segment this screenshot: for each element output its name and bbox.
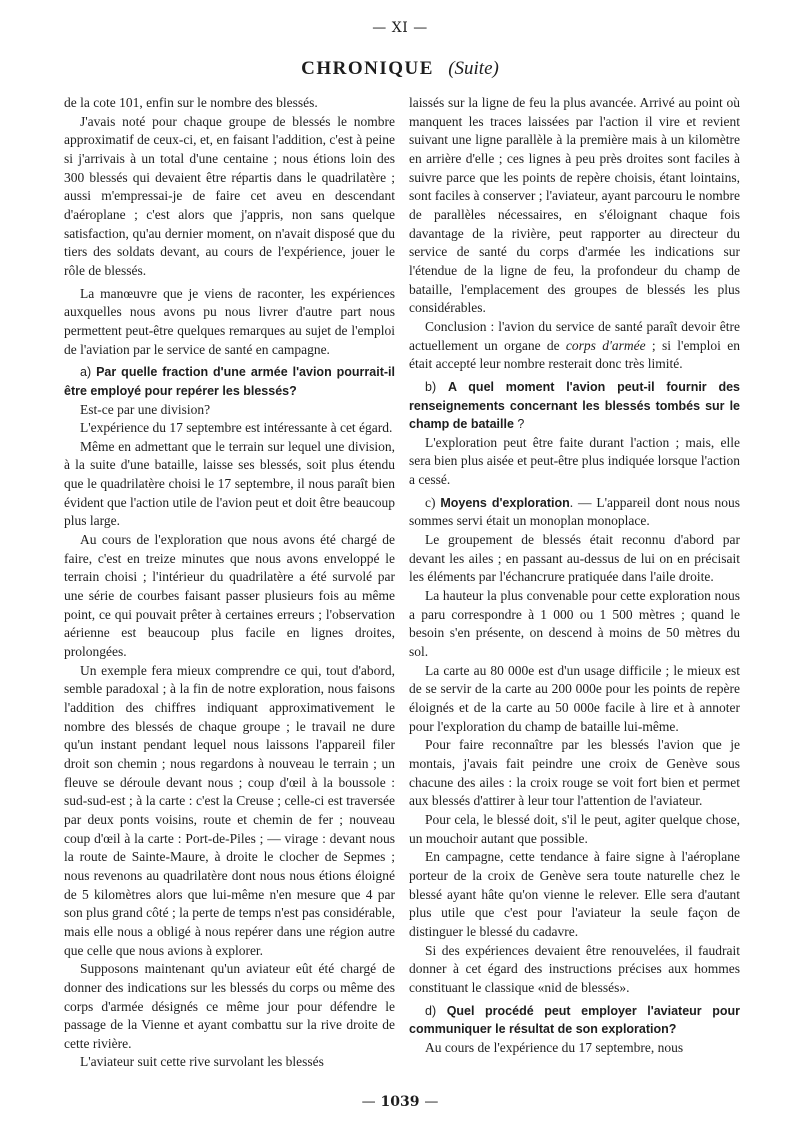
paragraph: Au cours de l'expérience du 17 septembre, nous xyxy=(425,1039,684,1055)
paragraph: En campagne, cette tendance à faire signe à l'aéroplane porteur de la croix de Genève sera toute naturelle chez le blessé ayant hâte qu'on vienne le relever. Elle sera d'autant plus utile que c'est pour l'aviateur la seule façon de distinguer le blessé du cadavre. xyxy=(409,849,740,939)
paragraph: La manœuvre que je viens de raconter, les expériences auxquelles nous avons pu nous livrer d'autre part nous permettent peut-être quelques remarques au sujet de l'emploi de l'aviation par le service de santé en campagne. xyxy=(64,285,395,357)
paragraph: Supposons maintenant qu'un aviateur eût été chargé de donner des indications sur les blessés du corps ou même des corps d'armée désignés ce même jour pour défendre le passage de la Vienne et ayant combattu sur la rive droite de cette rivière. xyxy=(64,961,395,1051)
section-heading-a xyxy=(64,363,395,400)
section-heading-text: Par quelle fraction d'une armée l'avion pourrait-il être employé pour repérer les blessés? xyxy=(64,365,395,398)
paragraph: J'avais noté pour chaque groupe de blessés le nombre approximatif de ceux-ci, et, en faisant l'addition, c'est à peine si j'arrivais à un total d'une centaine ; nous étions loin des 300 blessés qui devaient être répartis dans le quadrilatère ; aussi m'empressai-je de faire cet aveu en descendant d'aéroplane ; c'est alors que j'appris, non sans quelque satisfaction, qu'au dernier moment, on n'avait disposé que du tiers des soldats devant, au cours de l'expérience, jouer le rôle de blessés. xyxy=(64,113,395,278)
section-label: c) xyxy=(425,494,436,510)
section-label: a) xyxy=(80,365,92,380)
paragraph: Est-ce par une division? xyxy=(80,401,211,417)
emphasis: corps d'armée xyxy=(565,337,646,353)
paragraph: L'expérience du 17 septembre est intéressante à cet égard. xyxy=(80,420,393,436)
page-roman-numeral: — XI — xyxy=(372,20,428,36)
paragraph: La hauteur la plus convenable pour cette exploration nous a paru correspondre à 1 000 ou 1 500 mètres ; quand le besoin s'en présente, on descend à moins de 50 mètres du sol. xyxy=(409,588,740,660)
paragraph: Au cours de l'exploration que nous avons été chargé de faire, c'est en treize minutes que nous avons enveloppé le terrain choisi ; l'intérieur du quadrilatère a été survolé par une série de courbes faisant passer plusieurs fois au même point, ce qui pouvait prêter à certaines erreurs ; l'observation aérienne est beaucoup plus facile en lignes droites, prolongées. xyxy=(64,532,395,660)
paragraph: Même en admettant que le terrain sur lequel une division, à la suite d'une bataille, laisse ses blessés, soit plus étendu que le quadrilatère choisi le 17 septembre, il nous paraît bien évident que l'action utile de l'avion peut et doit être beaucoup plus large. xyxy=(64,438,395,529)
paragraph: Si des expériences devaient être renouvelées, il faudrait donner à cet égard des instructions précises aux hommes constituant le classique «nid de blessés». xyxy=(409,942,740,995)
paragraph: L'exploration peut être faite durant l'action ; mais, elle sera bien plus aisée et peut-être plus indiquée lorsque l'action a cessé. xyxy=(409,434,740,488)
paragraph: Pour cela, le blessé doit, s'il le peut, agiter quelque chose, un mouchoir autant que possible. xyxy=(409,811,740,846)
section-heading-text: A quel moment l'avion peut-il fournir des renseignements concernant les blessés tombés sur le champ de bataille xyxy=(409,379,740,432)
paragraph: Pour faire reconnaître par les blessés l'avion que je montais, j'avais fait peindre une croix de Genève sous chacune des ailes : la croix rouge se voit fort bien et permet aux blessés d'attirer à leur tour l'attention de l'aviateur. xyxy=(409,737,740,809)
section-heading-text: Quel procédé peut employer l'aviateur pour communiquer le résultat de son exploration? xyxy=(409,1003,740,1037)
section-title-text: CHRONIQUE xyxy=(301,58,434,79)
text-fragment: . — L'appareil dont nous nous sommes servi était un monoplan monoplace. xyxy=(409,494,740,529)
paragraph: La carte au 80 000e est d'un usage difficile ; le mieux est de se servir de la carte au 200 000e pour les points de repère éloignés et de la carte au 50 000e facile à lire et à annoter pour l'exploration du champ de bataille lui-même. xyxy=(409,662,740,734)
folio-dash: — xyxy=(424,1094,439,1110)
folio-dash: — xyxy=(361,1094,376,1110)
section-title xyxy=(0,58,800,80)
paragraph-c xyxy=(409,494,740,531)
page-number xyxy=(0,1094,800,1110)
right-column xyxy=(409,94,740,1094)
paragraph: laissés sur la ligne de feu la plus avancée. Arrivé au point où manquent les traces laissées par l'action il vire et revient suivant une ligne parallèle à la première mais à un kilomètre en arrière d'elle ; ces lignes à peu près droites sont faciles à suivre parce que les points de repère choisis, étant lointains, sont faciles à conserver ; l'aviateur, ayant parcouru le nombre de parallèles nécessaires, en s'éloignant chaque fois davantage de la rivière, peut rapporter au directeur du service de santé du corps d'armée les indications sur l'étendue de la ligne de feu, la profondeur du champ de bataille, l'emplacement des groupes de blessés les plus considérables. xyxy=(409,95,740,316)
question-mark: ? xyxy=(517,417,525,432)
section-label: b) xyxy=(425,379,437,394)
section-heading-text: Moyens d'exploration xyxy=(440,495,570,510)
section-heading-d xyxy=(409,1002,740,1039)
paragraph: de la cote 101, enfin sur le nombre des blessés. xyxy=(64,95,318,110)
page-number-text: 1039 xyxy=(380,1094,420,1110)
paragraph xyxy=(409,318,740,374)
paragraph: Un exemple fera mieux comprendre ce qui, tout d'abord, semble paradoxal ; à la fin de notre exploration, nous faisons l'addition des chiffres indiquant approximativement le nombre des blessés de chaque groupe ; le travail ne dure qu'un instant pendant lequel nous laissons l'appareil filer droit son chemin ; nous regardons à nouveau le terrain ; un fleuve se déroule devant nous ; coup d'œil à la boussole : sud-sud-est ; à la carte : c'est la Creuse ; celle-ci est traversée par deux ponts voisins, route et chemin de fer ; nouveau coup d'œil à la carte : Port-de-Piles ; — virage : devant nous la route de Sainte-Maure, à droite le clocher de Sepmes ; nous revenons au quadrilatère dont nous nous étions éloigné de 5 kilomètres alors que lui-même n'en mesure que 4 par son plus grand côté ; la perte de temps n'est pas considérable, mais elle nous a obligé à nous repérer dans une région autre que celle que nous avions à explorer. xyxy=(64,662,395,958)
section-heading-b xyxy=(409,378,740,434)
left-column xyxy=(64,94,395,1094)
text-fragment: ; si l'emploi en était accepté leur nombre resterait donc très limité. xyxy=(409,337,740,372)
paragraph: L'aviateur suit cette rive survolant les blessés xyxy=(80,1054,324,1070)
text-fragment: Conclusion : l'avion du service de santé paraît devoir être actuellement un organe de xyxy=(409,318,740,353)
section-label: d) xyxy=(425,1003,437,1018)
paragraph: Le groupement de blessés était reconnu d'abord par devant les ailes ; en passant au-dessus de lui on en précisait les éléments par l'échancrure pratiquée dans l'aile droite. xyxy=(409,532,740,585)
section-title-suite: (Suite) xyxy=(448,58,499,79)
